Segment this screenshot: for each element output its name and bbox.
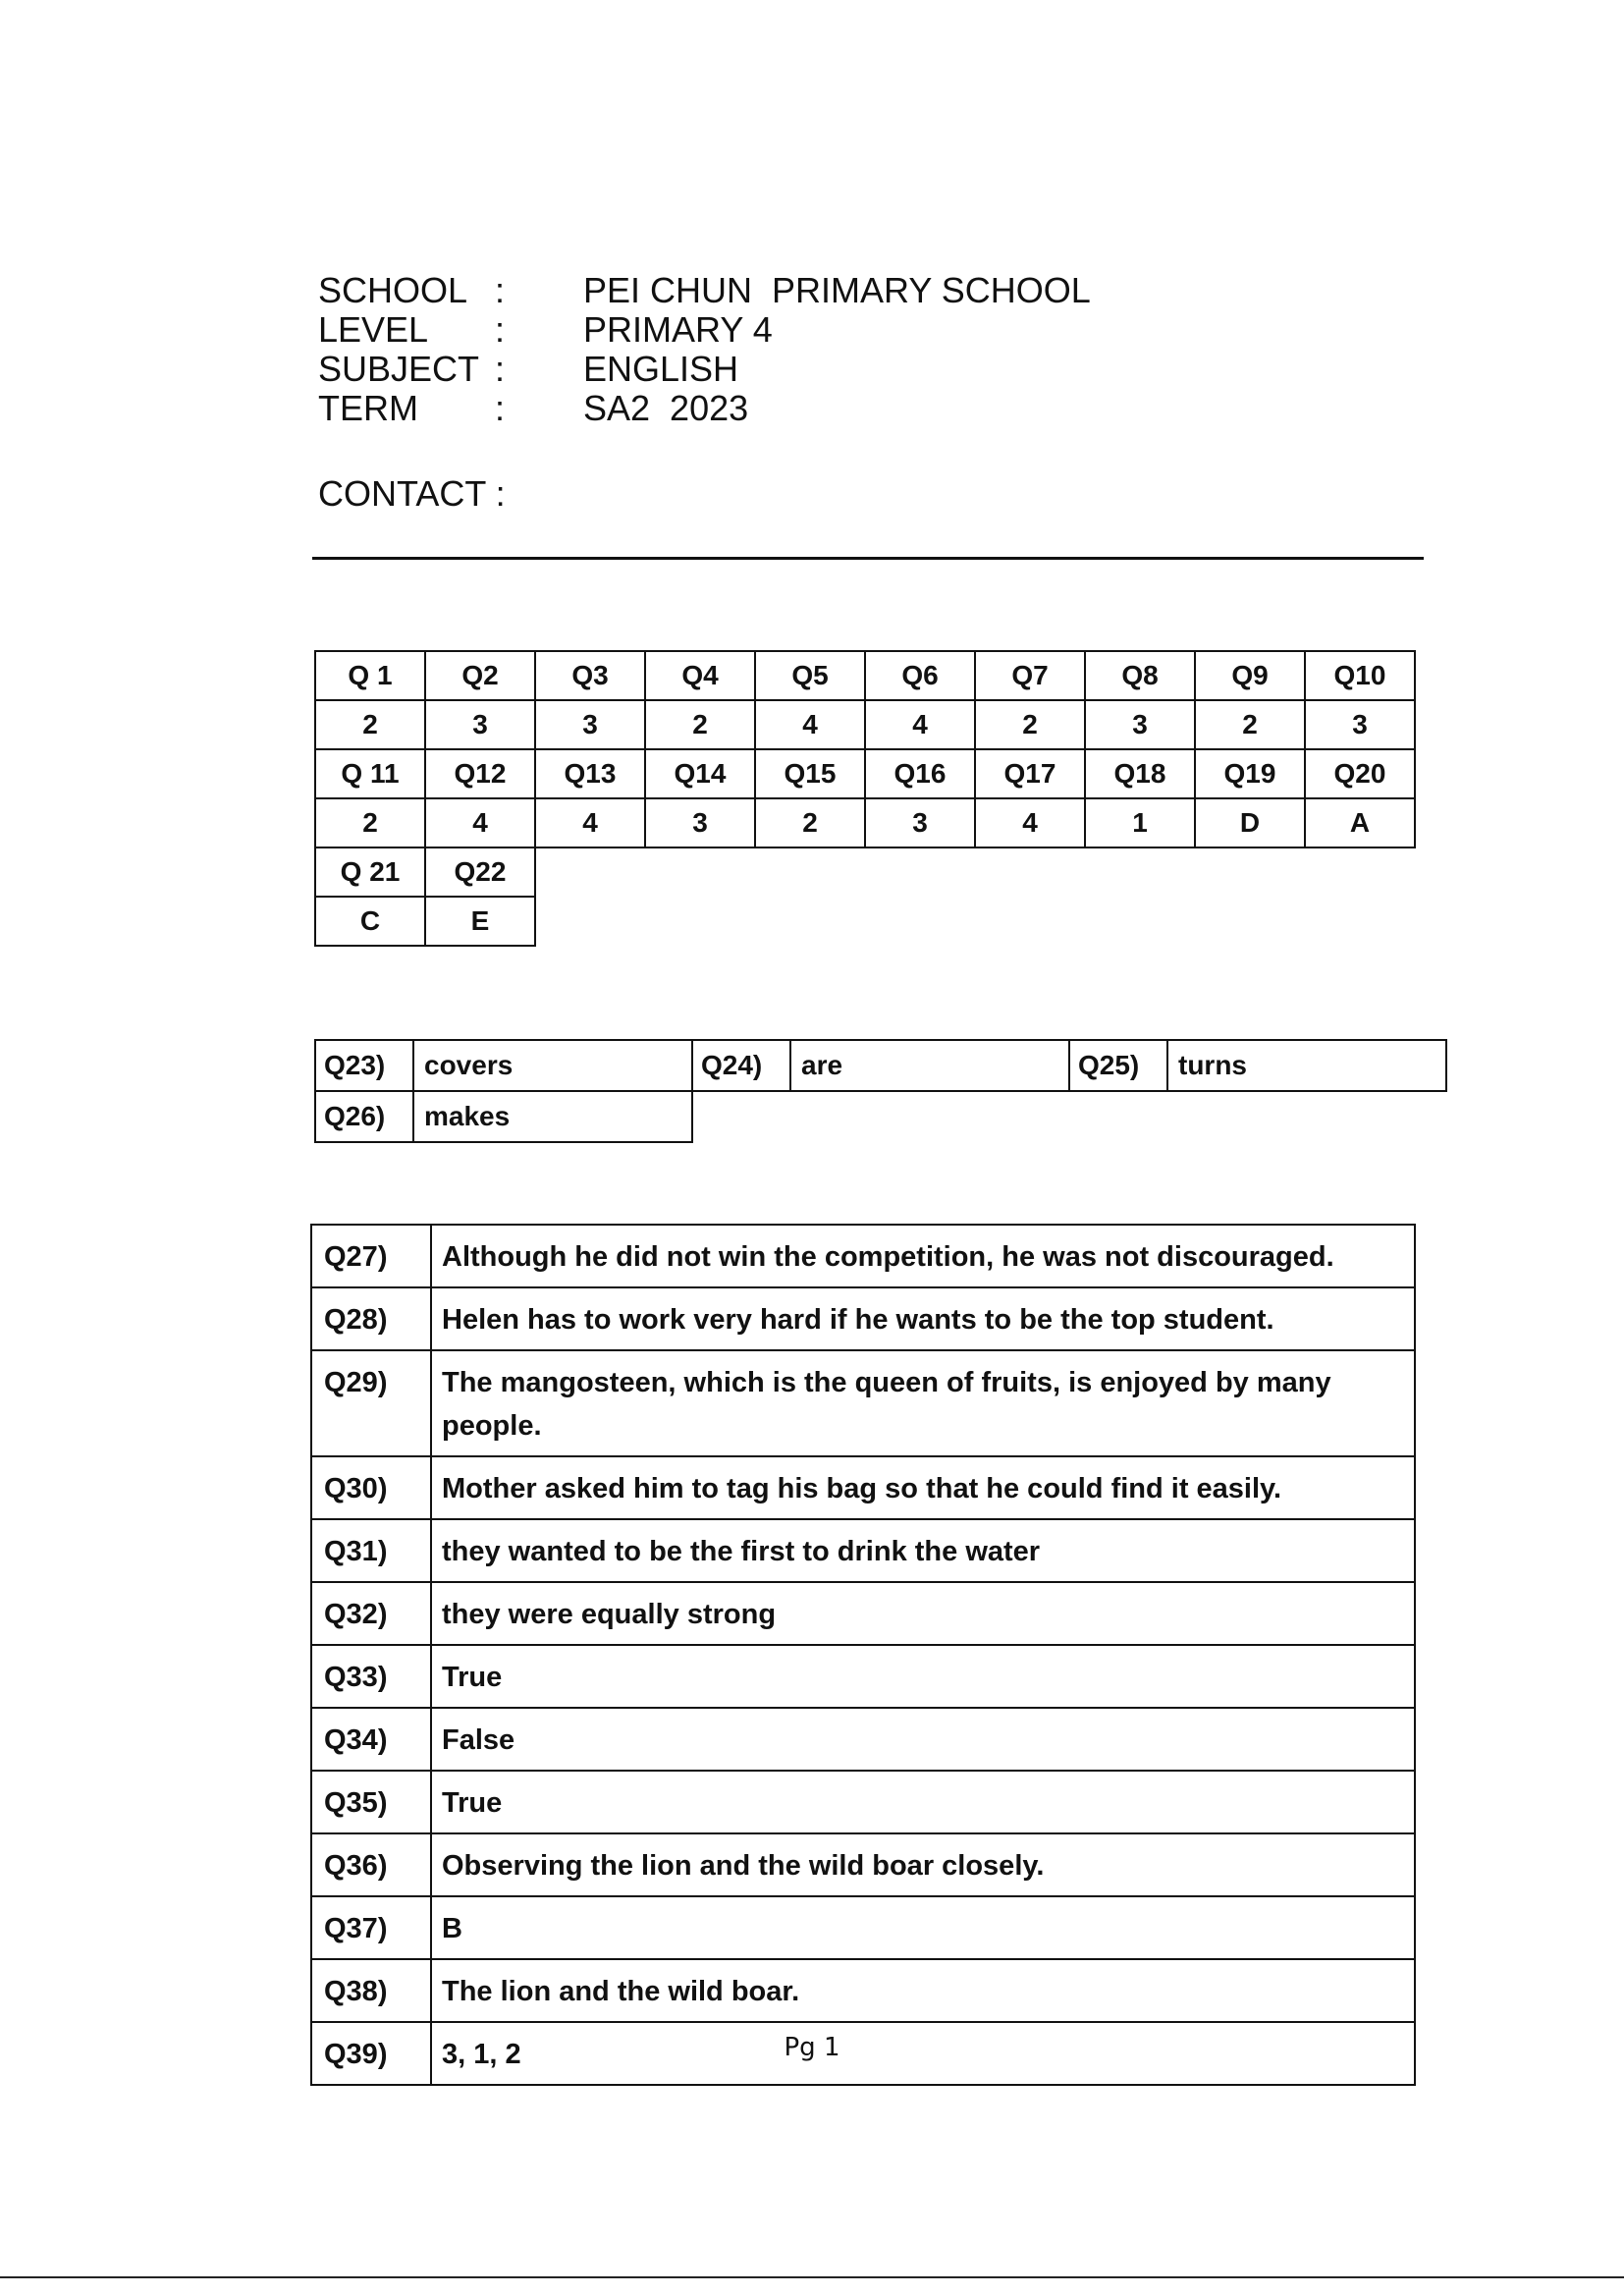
question-number: Q37) xyxy=(311,1896,431,1959)
mcq-answer-cell: 3 xyxy=(425,700,535,749)
mcq-answer-cell: 2 xyxy=(975,700,1085,749)
header-label: TERM xyxy=(318,388,418,428)
question-number: Q36) xyxy=(311,1833,431,1896)
mcq-question-cell: Q3 xyxy=(535,651,645,700)
mcq-answer-cell: C xyxy=(315,897,425,946)
fill-answer-cell: turns xyxy=(1167,1040,1446,1091)
mcq-answer-cell: 3 xyxy=(535,700,645,749)
answer-row xyxy=(311,1225,1415,1287)
answer-row xyxy=(311,1959,1415,2022)
fill-row xyxy=(315,1091,1446,1142)
answer-row xyxy=(311,1833,1415,1896)
mcq-question-cell: Q18 xyxy=(1085,749,1195,798)
contact-label: CONTACT : xyxy=(318,473,506,514)
answer-row xyxy=(311,1771,1415,1833)
mcq-answer-row xyxy=(315,897,1415,946)
mcq-answer-cell: 3 xyxy=(1085,700,1195,749)
mcq-answer-cell: 4 xyxy=(975,798,1085,847)
header-label: SUBJECT xyxy=(318,349,480,389)
empty-cell xyxy=(535,897,1415,946)
answer-text: The lion and the wild boar. xyxy=(431,1959,1415,2022)
mcq-answer-cell: 3 xyxy=(865,798,975,847)
mcq-answer-row xyxy=(315,700,1415,749)
mcq-answer-cell: 3 xyxy=(645,798,755,847)
answer-row xyxy=(311,1350,1415,1456)
header-colon: : xyxy=(495,388,506,428)
mcq-answer-cell: 2 xyxy=(1195,700,1305,749)
mcq-question-row xyxy=(315,847,1415,897)
mcq-question-cell: Q22 xyxy=(425,847,535,897)
fill-question-cell: Q26) xyxy=(315,1091,413,1142)
answer-text: they wanted to be the first to drink the water xyxy=(431,1519,1415,1582)
mcq-answer-cell: 2 xyxy=(315,700,425,749)
mcq-answer-cell: 4 xyxy=(755,700,865,749)
fill-question-cell: Q23) xyxy=(315,1040,413,1091)
long-answer-table xyxy=(310,1224,1416,2086)
mcq-answer-cell: E xyxy=(425,897,535,946)
mcq-answer-cell: 4 xyxy=(865,700,975,749)
mcq-answer-cell: A xyxy=(1305,798,1415,847)
mcq-question-cell: Q7 xyxy=(975,651,1085,700)
answer-row xyxy=(311,1287,1415,1350)
fill-answer-cell: covers xyxy=(413,1040,692,1091)
mcq-question-cell: Q10 xyxy=(1305,651,1415,700)
answer-text: True xyxy=(431,1645,1415,1708)
question-number: Q33) xyxy=(311,1645,431,1708)
answer-text: they were equally strong xyxy=(431,1582,1415,1645)
fill-answer-cell: makes xyxy=(413,1091,692,1142)
answer-row xyxy=(311,1519,1415,1582)
answer-text: True xyxy=(431,1771,1415,1833)
mcq-answer-row xyxy=(315,798,1415,847)
mcq-answer-cell: 2 xyxy=(755,798,865,847)
level-value: PRIMARY 4 xyxy=(583,309,773,350)
mcq-answer-cell: 1 xyxy=(1085,798,1195,847)
mcq-question-cell: Q9 xyxy=(1195,651,1305,700)
answer-text: Although he did not win the competition, he was not discouraged. xyxy=(431,1225,1415,1287)
mcq-question-cell: Q4 xyxy=(645,651,755,700)
answer-row xyxy=(311,1645,1415,1708)
answer-text: Observing the lion and the wild boar closely. xyxy=(431,1833,1415,1896)
mcq-answer-cell: D xyxy=(1195,798,1305,847)
header-colon: : xyxy=(495,270,506,310)
mcq-question-cell: Q 21 xyxy=(315,847,425,897)
mcq-question-cell: Q6 xyxy=(865,651,975,700)
page-number: Pg 1 xyxy=(784,2033,840,2062)
question-number: Q30) xyxy=(311,1456,431,1519)
mcq-question-row xyxy=(315,651,1415,700)
mcq-question-cell: Q 11 xyxy=(315,749,425,798)
question-number: Q35) xyxy=(311,1771,431,1833)
question-number: Q29) xyxy=(311,1350,431,1456)
fill-question-cell: Q24) xyxy=(692,1040,790,1091)
answer-text: Helen has to work very hard if he wants to be the top student. xyxy=(431,1287,1415,1350)
fill-in-answer-table xyxy=(314,1039,1447,1143)
empty-cell xyxy=(692,1091,1446,1142)
mcq-question-cell: Q19 xyxy=(1195,749,1305,798)
answer-row xyxy=(311,1896,1415,1959)
fill-row xyxy=(315,1040,1446,1091)
question-number: Q32) xyxy=(311,1582,431,1645)
mcq-question-cell: Q12 xyxy=(425,749,535,798)
mcq-question-cell: Q17 xyxy=(975,749,1085,798)
answer-row xyxy=(311,1708,1415,1771)
school-name: PEI CHUN PRIMARY SCHOOL xyxy=(583,270,1091,310)
answer-text: False xyxy=(431,1708,1415,1771)
header-colon: : xyxy=(495,349,506,389)
bottom-edge-line xyxy=(0,2276,1624,2278)
empty-cell xyxy=(535,847,1415,897)
mcq-question-row xyxy=(315,749,1415,798)
answer-row xyxy=(311,1582,1415,1645)
mcq-answer-table xyxy=(314,650,1416,947)
mcq-question-cell: Q2 xyxy=(425,651,535,700)
question-number: Q31) xyxy=(311,1519,431,1582)
term-value: SA2 2023 xyxy=(583,388,749,428)
header-colon: : xyxy=(495,309,506,350)
answer-row xyxy=(311,1456,1415,1519)
answer-text: Mother asked him to tag his bag so that he could find it easily. xyxy=(431,1456,1415,1519)
mcq-answer-cell: 2 xyxy=(645,700,755,749)
mcq-answer-cell: 4 xyxy=(535,798,645,847)
mcq-answer-cell: 4 xyxy=(425,798,535,847)
mcq-question-cell: Q14 xyxy=(645,749,755,798)
mcq-question-cell: Q20 xyxy=(1305,749,1415,798)
fill-answer-cell: are xyxy=(790,1040,1069,1091)
question-number: Q39) xyxy=(311,2022,431,2085)
mcq-question-cell: Q8 xyxy=(1085,651,1195,700)
question-number: Q34) xyxy=(311,1708,431,1771)
mcq-answer-cell: 3 xyxy=(1305,700,1415,749)
header-label: LEVEL xyxy=(318,309,429,350)
answer-text: 3, 1, 2 xyxy=(431,2022,1415,2085)
mcq-question-cell: Q15 xyxy=(755,749,865,798)
header-divider xyxy=(312,557,1424,560)
header-label: SCHOOL xyxy=(318,270,468,310)
answer-text: B xyxy=(431,1896,1415,1959)
answer-text: The mangosteen, which is the queen of fruits, is enjoyed by many people. xyxy=(431,1350,1415,1456)
mcq-answer-cell: 2 xyxy=(315,798,425,847)
mcq-question-cell: Q5 xyxy=(755,651,865,700)
question-number: Q28) xyxy=(311,1287,431,1350)
subject-value: ENGLISH xyxy=(583,349,739,389)
mcq-question-cell: Q16 xyxy=(865,749,975,798)
mcq-question-cell: Q 1 xyxy=(315,651,425,700)
question-number: Q38) xyxy=(311,1959,431,2022)
mcq-question-cell: Q13 xyxy=(535,749,645,798)
fill-question-cell: Q25) xyxy=(1069,1040,1167,1091)
question-number: Q27) xyxy=(311,1225,431,1287)
